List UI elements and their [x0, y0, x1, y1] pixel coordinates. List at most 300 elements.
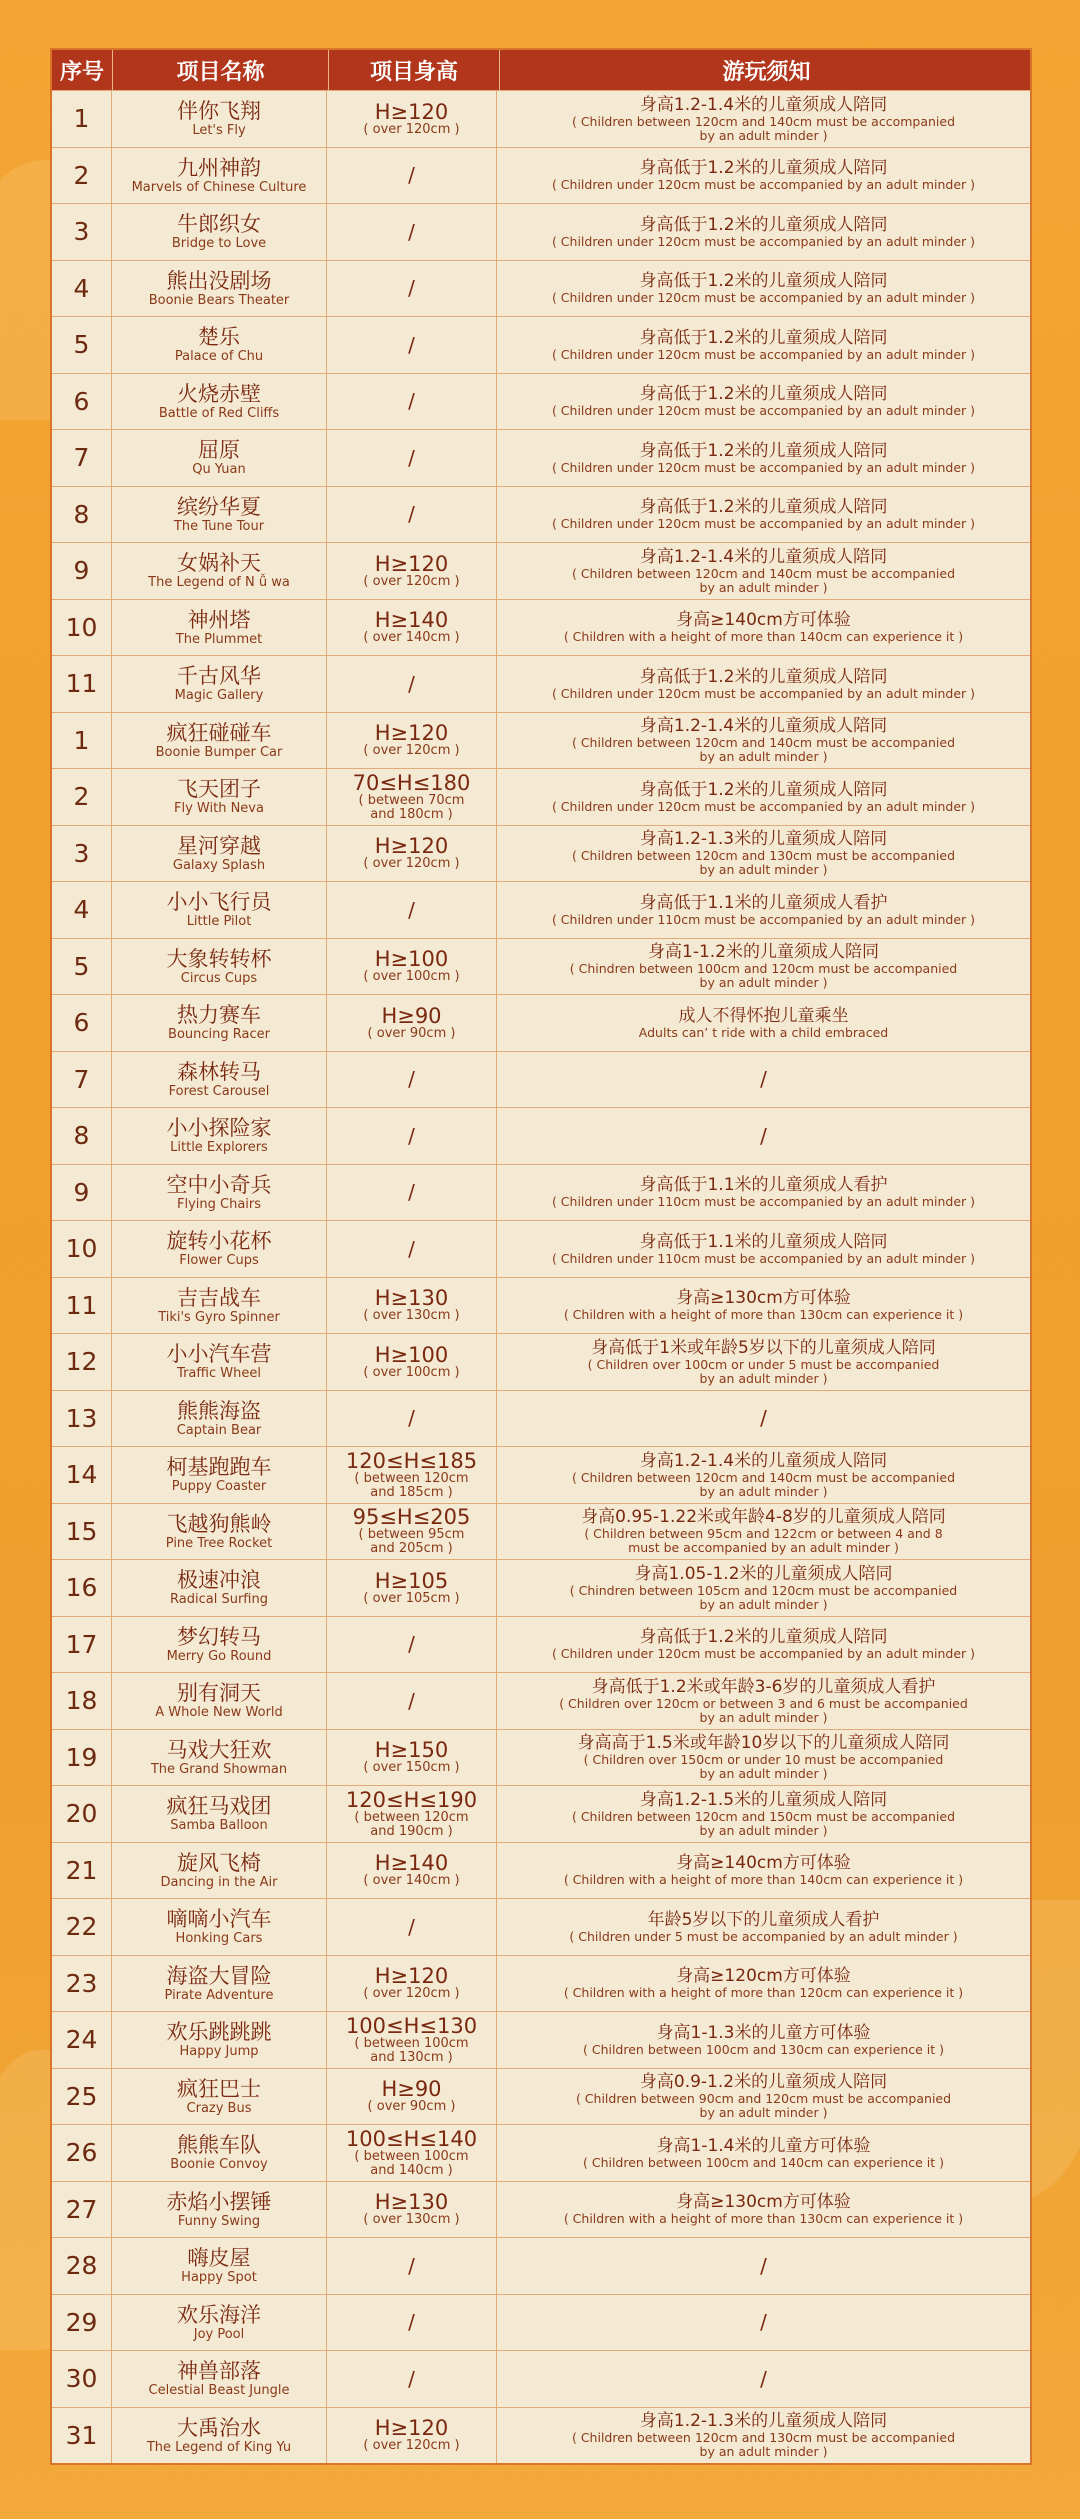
- cell-ride-name: [112, 2295, 327, 2351]
- cell-number: [52, 2125, 112, 2181]
- notes-cn: 身高低于1.2米的儿童须成人陪同: [639, 384, 888, 405]
- ride-name-en: Little Explorers: [170, 1140, 268, 1156]
- height-requirement: H≥100: [374, 1342, 449, 1367]
- row-number: 20: [65, 1799, 98, 1829]
- cell-height: [327, 2012, 497, 2068]
- height-requirement: /: [408, 1067, 415, 1092]
- table-row: [52, 373, 1030, 430]
- notes-cn: 身高低于1米或年龄5岁以下的儿童须成人陪同: [591, 1337, 936, 1358]
- cell-height: [327, 1391, 497, 1447]
- notes-en: ( Children under 120cm must be accompanied by an adult minder ): [551, 798, 976, 814]
- ride-name-en: Captain Bear: [176, 1422, 262, 1438]
- notes-en: ( Children under 120cm must be accompanied by an adult minder ): [551, 516, 976, 532]
- cell-ride-name: [112, 939, 327, 995]
- table-row: [52, 2237, 1030, 2294]
- cell-notes: [497, 1447, 1030, 1503]
- ride-name-en: Little Pilot: [186, 914, 252, 930]
- cell-notes: [497, 826, 1030, 882]
- height-requirement-en: ( over 140cm ): [363, 630, 460, 646]
- notes-en: ( Children under 120cm must be accompanied by an adult minder ): [551, 403, 976, 419]
- cell-ride-name: [112, 1504, 327, 1560]
- ride-name-en: Merry Go Round: [166, 1648, 272, 1664]
- height-requirement: H≥140: [374, 1851, 449, 1876]
- cell-ride-name: [112, 1165, 327, 1221]
- ride-name-cn: 疯狂巴士: [177, 2076, 261, 2101]
- cell-notes: [497, 2238, 1030, 2294]
- cell-ride-name: [112, 1899, 327, 1955]
- row-number: 16: [65, 1573, 98, 1603]
- notes-cn: /: [760, 1067, 767, 1092]
- table-row: [52, 203, 1030, 260]
- height-requirement-en: ( between 120cm and 190cm ): [354, 1809, 469, 1839]
- notes-cn: /: [760, 1123, 767, 1148]
- cell-number: [52, 2182, 112, 2238]
- cell-notes: [497, 1278, 1030, 1334]
- cell-ride-name: [112, 1221, 327, 1277]
- cell-height: [327, 1221, 497, 1277]
- cell-notes: [497, 656, 1030, 712]
- table-row: [52, 2407, 1030, 2464]
- ride-name-en: Dancing in the Air: [160, 1874, 278, 1890]
- ride-name-en: Traffic Wheel: [177, 1366, 261, 1382]
- cell-number: [52, 826, 112, 882]
- cell-height: [327, 713, 497, 769]
- notes-en: ( Children under 5 must be accompanied by an adult minder ): [569, 1928, 958, 1944]
- cell-number: [52, 1391, 112, 1447]
- notes-cn: 成人不得怀抱儿童乘坐: [678, 1005, 849, 1026]
- ride-name-cn: 缤纷华夏: [177, 494, 261, 519]
- ride-name-en: Marvels of Chinese Culture: [131, 179, 307, 195]
- cell-notes: [497, 2069, 1030, 2125]
- table-body: [52, 90, 1030, 2463]
- notes-en: ( Children between 120cm and 140cm must be accompanied by an adult minder ): [571, 565, 956, 595]
- table-row: [52, 655, 1030, 712]
- ride-name-en: The Tune Tour: [173, 518, 265, 534]
- cell-notes: [497, 1391, 1030, 1447]
- ride-name-en: Battle of Red Cliffs: [158, 405, 280, 421]
- row-number: 1: [73, 725, 90, 755]
- cell-number: [52, 317, 112, 373]
- table-row: [52, 1616, 1030, 1673]
- cell-number: [52, 1165, 112, 1221]
- table-row: [52, 542, 1030, 599]
- notes-cn: 身高≥120cm方可体验: [676, 1966, 851, 1987]
- notes-cn: /: [760, 2366, 767, 2391]
- row-number: 12: [65, 1347, 98, 1377]
- cell-height: [327, 1673, 497, 1729]
- height-requirement: /: [408, 1688, 415, 1713]
- notes-en: ( Children with a height of more than 130cm can experience it ): [563, 2211, 964, 2227]
- ride-name-en: Fly With Neva: [174, 801, 264, 817]
- table-row: [52, 2011, 1030, 2068]
- cell-notes: [497, 1560, 1030, 1616]
- cell-number: [52, 2069, 112, 2125]
- notes-en: ( Children under 120cm must be accompanied by an adult minder ): [551, 290, 976, 306]
- height-requirement: H≥120: [374, 2416, 449, 2441]
- height-requirement: H≥120: [374, 721, 449, 746]
- cell-height: [327, 1617, 497, 1673]
- cell-notes: [497, 1956, 1030, 2012]
- ride-name-cn: 嘀嘀小汽车: [166, 1907, 272, 1932]
- cell-ride-name: [112, 1786, 327, 1842]
- cell-ride-name: [112, 2125, 327, 2181]
- table-row: [52, 1729, 1030, 1786]
- ride-name-cn: 吉吉战车: [177, 1285, 261, 1310]
- cell-ride-name: [112, 1956, 327, 2012]
- cell-ride-name: [112, 2069, 327, 2125]
- notes-en: ( Children under 120cm must be accompanied by an adult minder ): [551, 1646, 976, 1662]
- notes-cn: 身高1.2-1.3米的儿童须成人陪同: [639, 2411, 888, 2432]
- table-row: [52, 1051, 1030, 1108]
- row-number: 11: [65, 1290, 98, 1320]
- notes-cn: 身高低于1.2米的儿童须成人陪同: [639, 214, 888, 235]
- notes-en: ( Children under 120cm must be accompanied by an adult minder ): [551, 346, 976, 362]
- cell-notes: [497, 430, 1030, 486]
- cell-number: [52, 204, 112, 260]
- cell-height: [327, 1278, 497, 1334]
- cell-number: [52, 1786, 112, 1842]
- cell-ride-name: [112, 2351, 327, 2407]
- table-row: [52, 1503, 1030, 1560]
- height-requirement: /: [408, 2253, 415, 2278]
- cell-height: [327, 2238, 497, 2294]
- ride-name-cn: 千古风华: [177, 664, 261, 689]
- height-requirement: H≥150: [374, 1738, 449, 1763]
- row-number: 3: [73, 838, 90, 868]
- height-requirement-en: ( over 105cm ): [363, 1590, 460, 1606]
- cell-ride-name: [112, 995, 327, 1051]
- height-requirement: H≥90: [381, 2077, 442, 2102]
- notes-en: ( Children over 150cm or under 10 must be accompanied by an adult minder ): [583, 1752, 944, 1782]
- cell-notes: [497, 995, 1030, 1051]
- cell-number: [52, 1843, 112, 1899]
- ride-name-en: Honking Cars: [175, 1931, 263, 1947]
- notes-cn: 身高低于1.2米的儿童须成人陪同: [639, 271, 888, 292]
- cell-notes: [497, 487, 1030, 543]
- ride-name-cn: 欢乐跳跳跳: [166, 2020, 272, 2045]
- ride-name-cn: 女娲补天: [177, 551, 261, 576]
- table-row: [52, 486, 1030, 543]
- cell-number: [52, 1108, 112, 1164]
- cell-number: [52, 487, 112, 543]
- cell-ride-name: [112, 656, 327, 712]
- row-number: 21: [65, 1855, 98, 1885]
- notes-cn: 身高高于1.5米或年龄10岁以下的儿童须成人陪同: [577, 1733, 950, 1754]
- cell-height: [327, 2408, 497, 2464]
- ride-name-en: Crazy Bus: [186, 2100, 252, 2116]
- notes-en: ( Children between 90cm and 120cm must be accompanied by an adult minder ): [575, 2091, 952, 2121]
- cell-ride-name: [112, 2408, 327, 2464]
- cell-ride-name: [112, 543, 327, 599]
- cell-ride-name: [112, 374, 327, 430]
- notes-cn: 身高1.2-1.4米的儿童须成人陪同: [639, 546, 888, 567]
- cell-notes: [497, 2408, 1030, 2464]
- row-number: 24: [65, 2025, 98, 2055]
- row-number: 19: [65, 1742, 98, 1772]
- height-requirement: /: [408, 332, 415, 357]
- height-requirement-en: ( between 70cm and 180cm ): [358, 792, 465, 822]
- table-row: [52, 938, 1030, 995]
- cell-ride-name: [112, 1447, 327, 1503]
- cell-ride-name: [112, 1052, 327, 1108]
- row-number: 6: [73, 386, 90, 416]
- height-requirement-en: ( over 120cm ): [363, 121, 460, 137]
- notes-cn: 身高1-1.3米的儿童方可体验: [656, 2022, 871, 2043]
- notes-en: ( Children between 95cm and 122cm or between 4 and 8 must be accompanied by an adult minder ): [584, 1526, 943, 1556]
- ride-name-cn: 空中小奇兵: [166, 1172, 272, 1197]
- ride-name-en: Pine Tree Rocket: [165, 1535, 273, 1551]
- row-number: 1: [73, 104, 90, 134]
- row-number: 9: [73, 556, 90, 586]
- height-requirement: H≥140: [374, 608, 449, 633]
- cell-height: [327, 1899, 497, 1955]
- notes-cn: 身高≥140cm方可体验: [676, 610, 851, 631]
- height-requirement: H≥130: [374, 1286, 449, 1311]
- notes-cn: /: [760, 2310, 767, 2335]
- cell-number: [52, 713, 112, 769]
- cell-ride-name: [112, 1673, 327, 1729]
- cell-height: [327, 2125, 497, 2181]
- ride-name-en: Radical Surfing: [170, 1592, 268, 1608]
- table-row: [52, 1107, 1030, 1164]
- cell-height: [327, 2069, 497, 2125]
- cell-ride-name: [112, 2182, 327, 2238]
- notes-cn: 身高低于1.2米的儿童须成人陪同: [639, 1627, 888, 1648]
- notes-en: ( Children under 110cm must be accompanied by an adult minder ): [551, 911, 976, 927]
- ride-name-en: Celestial Beast Jungle: [148, 2383, 290, 2399]
- notes-cn: /: [760, 2253, 767, 2278]
- cell-number: [52, 1052, 112, 1108]
- cell-number: [52, 1447, 112, 1503]
- ride-name-cn: 赤焰小摆锤: [166, 2189, 272, 2214]
- cell-notes: [497, 204, 1030, 260]
- cell-notes: [497, 882, 1030, 938]
- cell-number: [52, 1899, 112, 1955]
- notes-en: ( Children over 100cm or under 5 must be accompanied by an adult minder ): [587, 1356, 940, 1386]
- table-row: [52, 2294, 1030, 2351]
- row-number: 15: [65, 1516, 98, 1546]
- cell-ride-name: [112, 826, 327, 882]
- cell-ride-name: [112, 600, 327, 656]
- cell-number: [52, 1334, 112, 1390]
- height-requirement-en: ( over 120cm ): [363, 573, 460, 589]
- height-requirement-en: ( over 150cm ): [363, 1760, 460, 1776]
- cell-height: [327, 1560, 497, 1616]
- height-requirement-en: ( over 90cm ): [367, 1025, 456, 1041]
- height-requirement: /: [408, 389, 415, 414]
- ride-name-en: Flower Cups: [179, 1253, 259, 1269]
- cell-notes: [497, 2125, 1030, 2181]
- notes-en: ( Children between 100cm and 140cm can experience it ): [582, 2154, 945, 2170]
- cell-notes: [497, 1504, 1030, 1560]
- table-row: [52, 429, 1030, 486]
- cell-height: [327, 261, 497, 317]
- row-number: 5: [73, 951, 90, 981]
- height-requirement-en: ( between 100cm and 140cm ): [354, 2148, 469, 2178]
- height-requirement: 120≤H≤185: [345, 1448, 478, 1473]
- cell-ride-name: [112, 1843, 327, 1899]
- ride-name-cn: 火烧赤壁: [177, 381, 261, 406]
- cell-height: [327, 2295, 497, 2351]
- cell-height: [327, 882, 497, 938]
- cell-number: [52, 1560, 112, 1616]
- height-requirement: /: [408, 1236, 415, 1261]
- height-requirement: H≥130: [374, 2190, 449, 2215]
- header-name: 项目名称: [113, 50, 329, 90]
- cell-notes: [497, 1165, 1030, 1221]
- cell-notes: [497, 261, 1030, 317]
- ride-name-cn: 小小探险家: [166, 1116, 272, 1141]
- height-requirement: 70≤H≤180: [352, 770, 471, 795]
- cell-ride-name: [112, 204, 327, 260]
- notes-en: ( Chindren between 105cm and 120cm must be accompanied by an adult minder ): [569, 1582, 958, 1612]
- ride-name-en: Boonie Bumper Car: [155, 744, 283, 760]
- table-row: [52, 825, 1030, 882]
- ride-name-cn: 极速冲浪: [177, 1568, 261, 1593]
- height-requirement-en: ( over 120cm ): [363, 1986, 460, 2002]
- ride-name-en: A Whole New World: [155, 1705, 283, 1721]
- cell-notes: [497, 1617, 1030, 1673]
- height-requirement: /: [408, 276, 415, 301]
- ride-name-en: Palace of Chu: [174, 349, 264, 365]
- notes-cn: 身高1.2-1.4米的儿童须成人陪同: [639, 94, 888, 115]
- cell-number: [52, 1673, 112, 1729]
- ride-name-cn: 海盗大冒险: [166, 1963, 272, 1988]
- notes-cn: 身高低于1.2米的儿童须成人陪同: [639, 666, 888, 687]
- ride-name-en: Qu Yuan: [192, 462, 246, 478]
- cell-height: [327, 1504, 497, 1560]
- cell-notes: [497, 2295, 1030, 2351]
- row-number: 11: [65, 669, 98, 699]
- row-number: 5: [73, 330, 90, 360]
- table-row: [52, 316, 1030, 373]
- ride-name-en: Joy Pool: [193, 2326, 245, 2342]
- cell-ride-name: [112, 430, 327, 486]
- cell-notes: [497, 1843, 1030, 1899]
- table-row: [52, 1785, 1030, 1842]
- notes-en: ( Children with a height of more than 120cm can experience it ): [563, 1985, 964, 2001]
- cell-number: [52, 1504, 112, 1560]
- row-number: 29: [65, 2307, 98, 2337]
- notes-cn: 身高0.95-1.22米或年龄4-8岁的儿童须成人陪同: [581, 1507, 946, 1528]
- table-row: [52, 260, 1030, 317]
- cell-number: [52, 939, 112, 995]
- notes-cn: 年龄5岁以下的儿童须成人看护: [647, 1909, 880, 1930]
- ride-name-cn: 小小汽车营: [166, 1342, 272, 1367]
- table-row: [52, 1446, 1030, 1503]
- height-requirement-en: ( between 95cm and 205cm ): [358, 1527, 465, 1557]
- row-number: 28: [65, 2251, 98, 2281]
- notes-cn: 身高低于1.2米或年龄3-6岁的儿童须成人看护: [591, 1676, 936, 1697]
- ride-name-en: Forest Carousel: [168, 1083, 270, 1099]
- cell-height: [327, 1843, 497, 1899]
- cell-number: [52, 2238, 112, 2294]
- notes-cn: /: [760, 1406, 767, 1431]
- cell-notes: [497, 939, 1030, 995]
- cell-ride-name: [112, 769, 327, 825]
- cell-height: [327, 1956, 497, 2012]
- height-requirement: /: [408, 1180, 415, 1205]
- cell-notes: [497, 1334, 1030, 1390]
- ride-name-en: Magic Gallery: [174, 688, 264, 704]
- height-requirement-en: ( over 140cm ): [363, 1873, 460, 1889]
- row-number: 7: [73, 1064, 90, 1094]
- row-number: 3: [73, 217, 90, 247]
- row-number: 26: [65, 2138, 98, 2168]
- cell-notes: [497, 374, 1030, 430]
- cell-number: [52, 543, 112, 599]
- notes-cn: 身高1.2-1.3米的儿童须成人陪同: [639, 829, 888, 850]
- cell-notes: [497, 2351, 1030, 2407]
- ride-name-cn: 马戏大狂欢: [166, 1737, 272, 1762]
- table-row: [52, 1955, 1030, 2012]
- row-number: 23: [65, 1968, 98, 1998]
- notes-cn: 身高1.2-1.4米的儿童须成人陪同: [639, 1450, 888, 1471]
- table-row: [52, 881, 1030, 938]
- ride-name-cn: 大象转转杯: [166, 946, 272, 971]
- height-requirement: H≥100: [374, 947, 449, 972]
- ride-name-cn: 柯基跑跑车: [166, 1455, 272, 1480]
- table-row: [52, 1842, 1030, 1899]
- table-row: [52, 1672, 1030, 1729]
- ride-name-cn: 熊熊海盗: [177, 1398, 261, 1423]
- header-notes: 游玩须知: [722, 59, 811, 85]
- notes-en: ( Children under 110cm must be accompanied by an adult minder ): [551, 1194, 976, 1210]
- cell-notes: [497, 1899, 1030, 1955]
- table-row: [52, 1390, 1030, 1447]
- ride-name-en: The Grand Showman: [150, 1761, 288, 1777]
- cell-number: [52, 1278, 112, 1334]
- cell-ride-name: [112, 91, 327, 147]
- height-requirement-en: ( over 130cm ): [363, 1308, 460, 1324]
- row-number: 2: [73, 160, 90, 190]
- cell-number: [52, 2351, 112, 2407]
- cell-ride-name: [112, 1108, 327, 1164]
- table-row: [52, 1220, 1030, 1277]
- row-number: 4: [73, 273, 90, 303]
- cell-number: [52, 374, 112, 430]
- notes-cn: 身高1.2-1.5米的儿童须成人陪同: [639, 1789, 888, 1810]
- row-number: 22: [65, 1912, 98, 1942]
- ride-name-en: Boonie Convoy: [170, 2157, 268, 2173]
- cell-height: [327, 148, 497, 204]
- cell-ride-name: [112, 1560, 327, 1616]
- ride-name-cn: 疯狂碰碰车: [166, 720, 272, 745]
- cell-ride-name: [112, 2012, 327, 2068]
- notes-en: ( Children between 120cm and 140cm must be accompanied by an adult minder ): [571, 1469, 956, 1499]
- ride-name-cn: 大禹治水: [177, 2415, 261, 2440]
- height-requirement-en: ( between 120cm and 185cm ): [354, 1470, 469, 1500]
- table-row: [52, 1164, 1030, 1221]
- notes-cn: 身高≥140cm方可体验: [676, 1853, 851, 1874]
- cell-number: [52, 1956, 112, 2012]
- row-number: 25: [65, 2081, 98, 2111]
- cell-height: [327, 91, 497, 147]
- height-requirement-en: ( between 100cm and 130cm ): [354, 2035, 469, 2065]
- cell-notes: [497, 600, 1030, 656]
- ride-name-en: Pirate Adventure: [164, 1987, 274, 2003]
- ride-name-en: Bouncing Racer: [168, 1027, 270, 1043]
- table-row: [52, 1333, 1030, 1390]
- table-row: [52, 599, 1030, 656]
- ride-name-cn: 神兽部落: [177, 2359, 261, 2384]
- ride-name-cn: 热力赛车: [177, 1003, 261, 1028]
- ride-name-en: Galaxy Splash: [172, 857, 266, 873]
- cell-number: [52, 882, 112, 938]
- cell-notes: [497, 317, 1030, 373]
- cell-ride-name: [112, 882, 327, 938]
- row-number: 4: [73, 895, 90, 925]
